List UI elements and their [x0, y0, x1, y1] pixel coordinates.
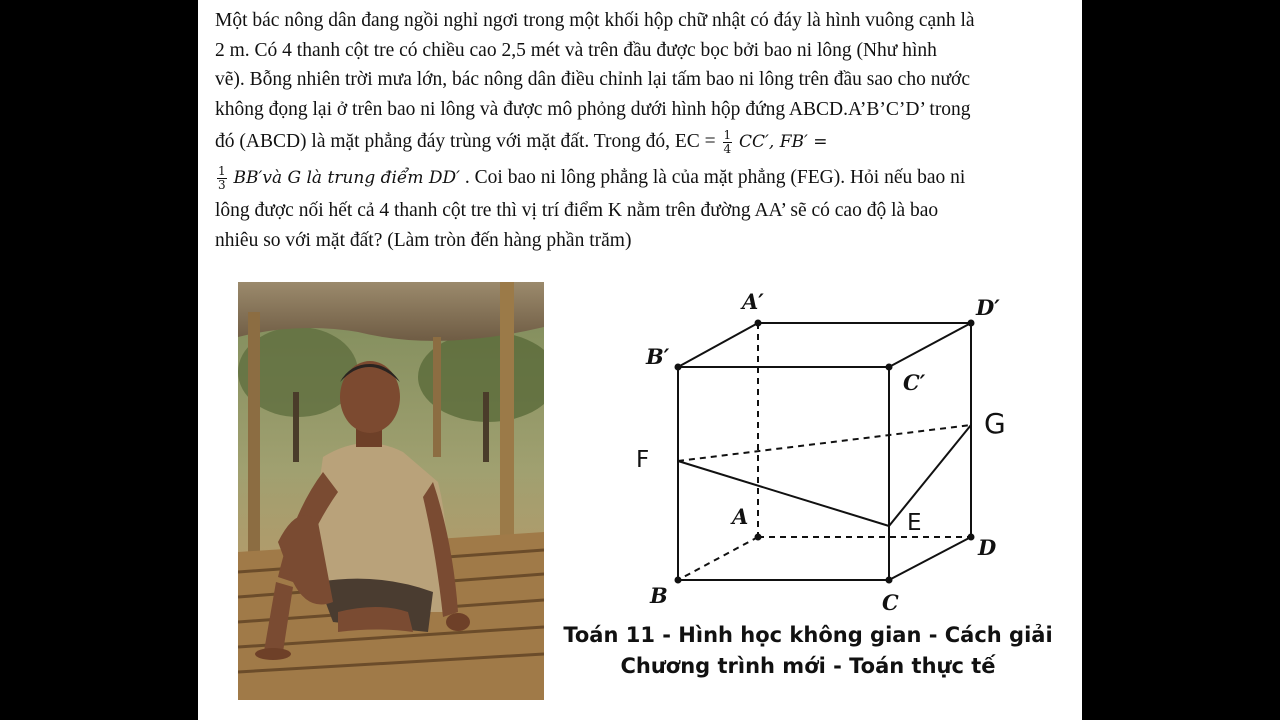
point-d	[968, 534, 975, 541]
section-f-e	[678, 461, 889, 526]
point-dprime	[968, 320, 975, 327]
problem-line: 2 m. Có 4 thanh cột tre có chiều cao 2,5 mét và trên đầu được bọc bởi bao ni lông (Như hình	[215, 39, 937, 61]
label-f: F	[636, 447, 650, 473]
edge-bprime-aprime	[678, 323, 758, 367]
fraction-numerator: 1	[723, 128, 732, 143]
problem-line: vẽ). Bỗng nhiên trời mưa lớn, bác nông dân điều chỉnh lại tấm bao ni lông trên đầu sao cho nước	[215, 69, 970, 90]
edge-dprime-cprime	[889, 323, 971, 367]
edge-c-d	[889, 537, 971, 580]
problem-line	[215, 160, 1065, 196]
point-aprime	[755, 320, 762, 327]
problem-line: nhiêu so với mặt đất? (Làm tròn đến hàng phần trăm)	[215, 229, 632, 251]
point-a	[755, 534, 762, 541]
label-dprime: D′	[976, 295, 1000, 320]
label-d: D	[978, 535, 997, 560]
edge-a-b-hidden	[678, 537, 758, 580]
problem-line	[215, 124, 1065, 160]
math-expression: CC′, FB′ =	[739, 132, 828, 152]
point-c	[886, 577, 893, 584]
problem-line: Một bác nông dân đang ngồi nghỉ ngơi trong một khối hộp chữ nhật có đáy là hình vuông cạnh là	[215, 10, 975, 31]
label-aprime: A′	[742, 289, 764, 314]
fraction-numerator: 1	[218, 164, 226, 179]
prism-figure	[618, 280, 1058, 620]
document-page	[198, 0, 1082, 720]
math-expression: BB′và G là trung điểm DD′	[233, 168, 461, 188]
point-bprime	[675, 364, 682, 371]
label-b: B	[650, 583, 668, 608]
label-e: E	[907, 510, 922, 536]
problem-line: lông được nối hết cả 4 thanh cột tre thì vị trí điểm K nằm trên đường AA’ sẽ có cao độ là bao	[215, 200, 939, 221]
problem-text: đó (ABCD) là mặt phẳng đáy trùng với mặt đất. Trong đó, EC =	[215, 131, 716, 152]
label-a: A	[732, 504, 749, 529]
point-cprime	[886, 364, 893, 371]
fraction-one-third	[217, 165, 227, 192]
section-e-g	[889, 425, 971, 526]
caption-line-2: Chương trình mới - Toán thực tế	[620, 654, 996, 678]
label-c: C	[882, 590, 899, 615]
section-f-g-hidden	[678, 425, 971, 461]
problem-text: . Coi bao ni lông phẳng là của mặt phẳng (FEG). Hỏi nếu bao ni	[464, 167, 966, 188]
label-bprime: B′	[646, 344, 670, 369]
point-b	[675, 577, 682, 584]
caption-line-1: Toán 11 - Hình học không gian - Cách giải	[563, 623, 1053, 647]
fraction-denominator: 4	[723, 142, 732, 157]
video-caption	[558, 620, 1058, 682]
fraction-denominator: 3	[218, 178, 226, 193]
problem-statement	[215, 6, 1065, 255]
farmer-photo	[238, 282, 544, 700]
problem-line: không đọng lại ở trên bao ni lông và được mô phỏng dưới hình hộp đứng ABCD.A’B’C’D’ trong	[215, 98, 971, 120]
label-g: G	[984, 407, 1006, 440]
fraction-one-quarter	[723, 129, 733, 156]
label-cprime: C′	[903, 370, 926, 395]
